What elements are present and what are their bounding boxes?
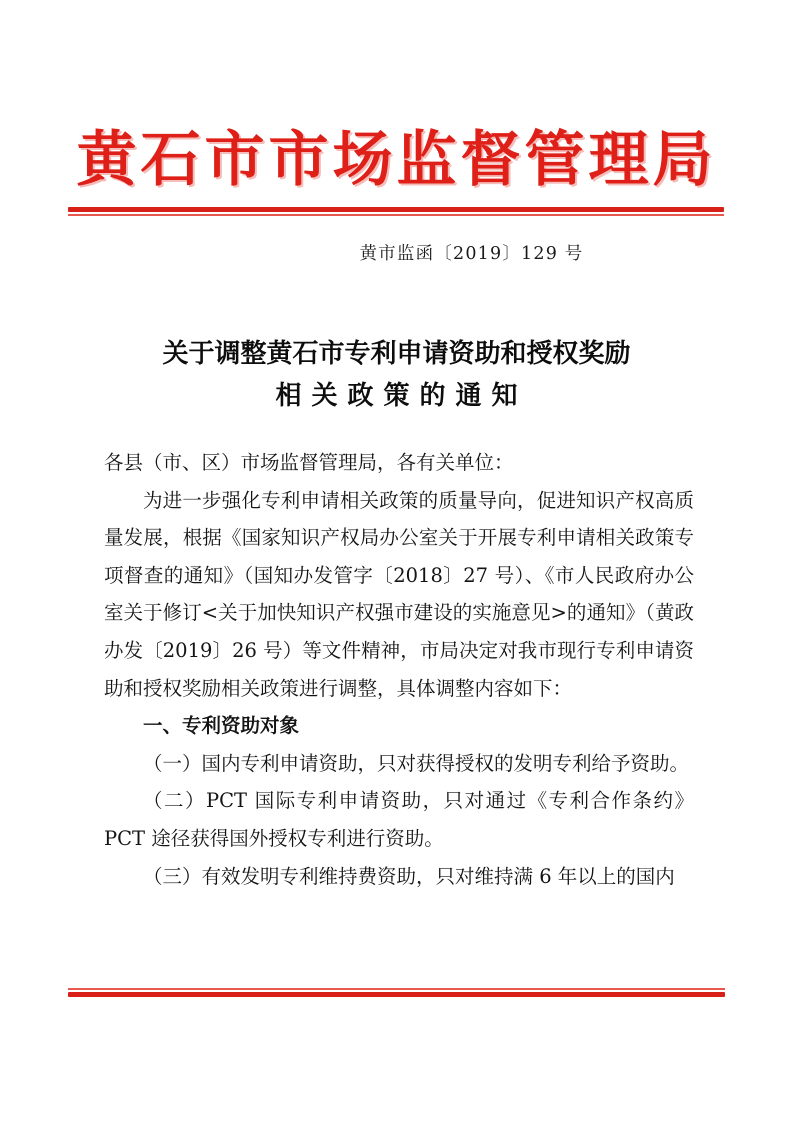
document-title-line-1: 关于调整黄石市专利申请资助和授权奖励 bbox=[162, 339, 631, 369]
list-item: （一）国内专利申请资助，只对获得授权的发明专利给予资助。 bbox=[143, 751, 690, 775]
addressee-line: 各县（市、区）市场监督管理局，各有关单位： bbox=[104, 451, 514, 474]
document-serial-number-text: 黄市监函〔2019〕129 号 bbox=[359, 244, 584, 264]
divider-thin-bar bbox=[68, 214, 724, 216]
document-title-line-2: 相关政策的通知 bbox=[275, 381, 528, 412]
list-item: （二）PCT 国际专利申请资助，只对通过《专利合作条约》PCT 途径获得国外授权专利进行资助。 bbox=[104, 789, 694, 850]
masthead-divider-rule bbox=[68, 207, 724, 216]
document-body bbox=[104, 444, 694, 895]
footer-divider-rule bbox=[68, 988, 725, 997]
document-title bbox=[70, 333, 723, 417]
body-paragraph: 为进一步强化专利申请相关政策的质量导向，促进知识产权高质量发展，根据《国家知识产权局办公室关于开展专利申请相关政策专项督查的通知》（国知办发管字〔2018〕27 号）、《市人民政府办公室关于修订<关于加快知识产权强市建设的实施意见>的通知》（黄政办发〔2019〕26 号）等文件精神，市局决定对我市现行专利申请资助和授权奖励相关政策进行调整，具体调整内容如下： bbox=[104, 488, 694, 700]
document-serial-number bbox=[0, 240, 793, 265]
letterhead-masthead bbox=[0, 125, 793, 195]
footer-divider-thick-bar bbox=[68, 992, 725, 997]
issuing-agency-title: 黄石市市场监督管理局 bbox=[76, 125, 717, 195]
list-item: （三）有效发明专利维持费资助，只对维持满 6 年以上的国内 bbox=[143, 864, 675, 888]
section-heading: 一、专利资助对象 bbox=[143, 714, 300, 738]
